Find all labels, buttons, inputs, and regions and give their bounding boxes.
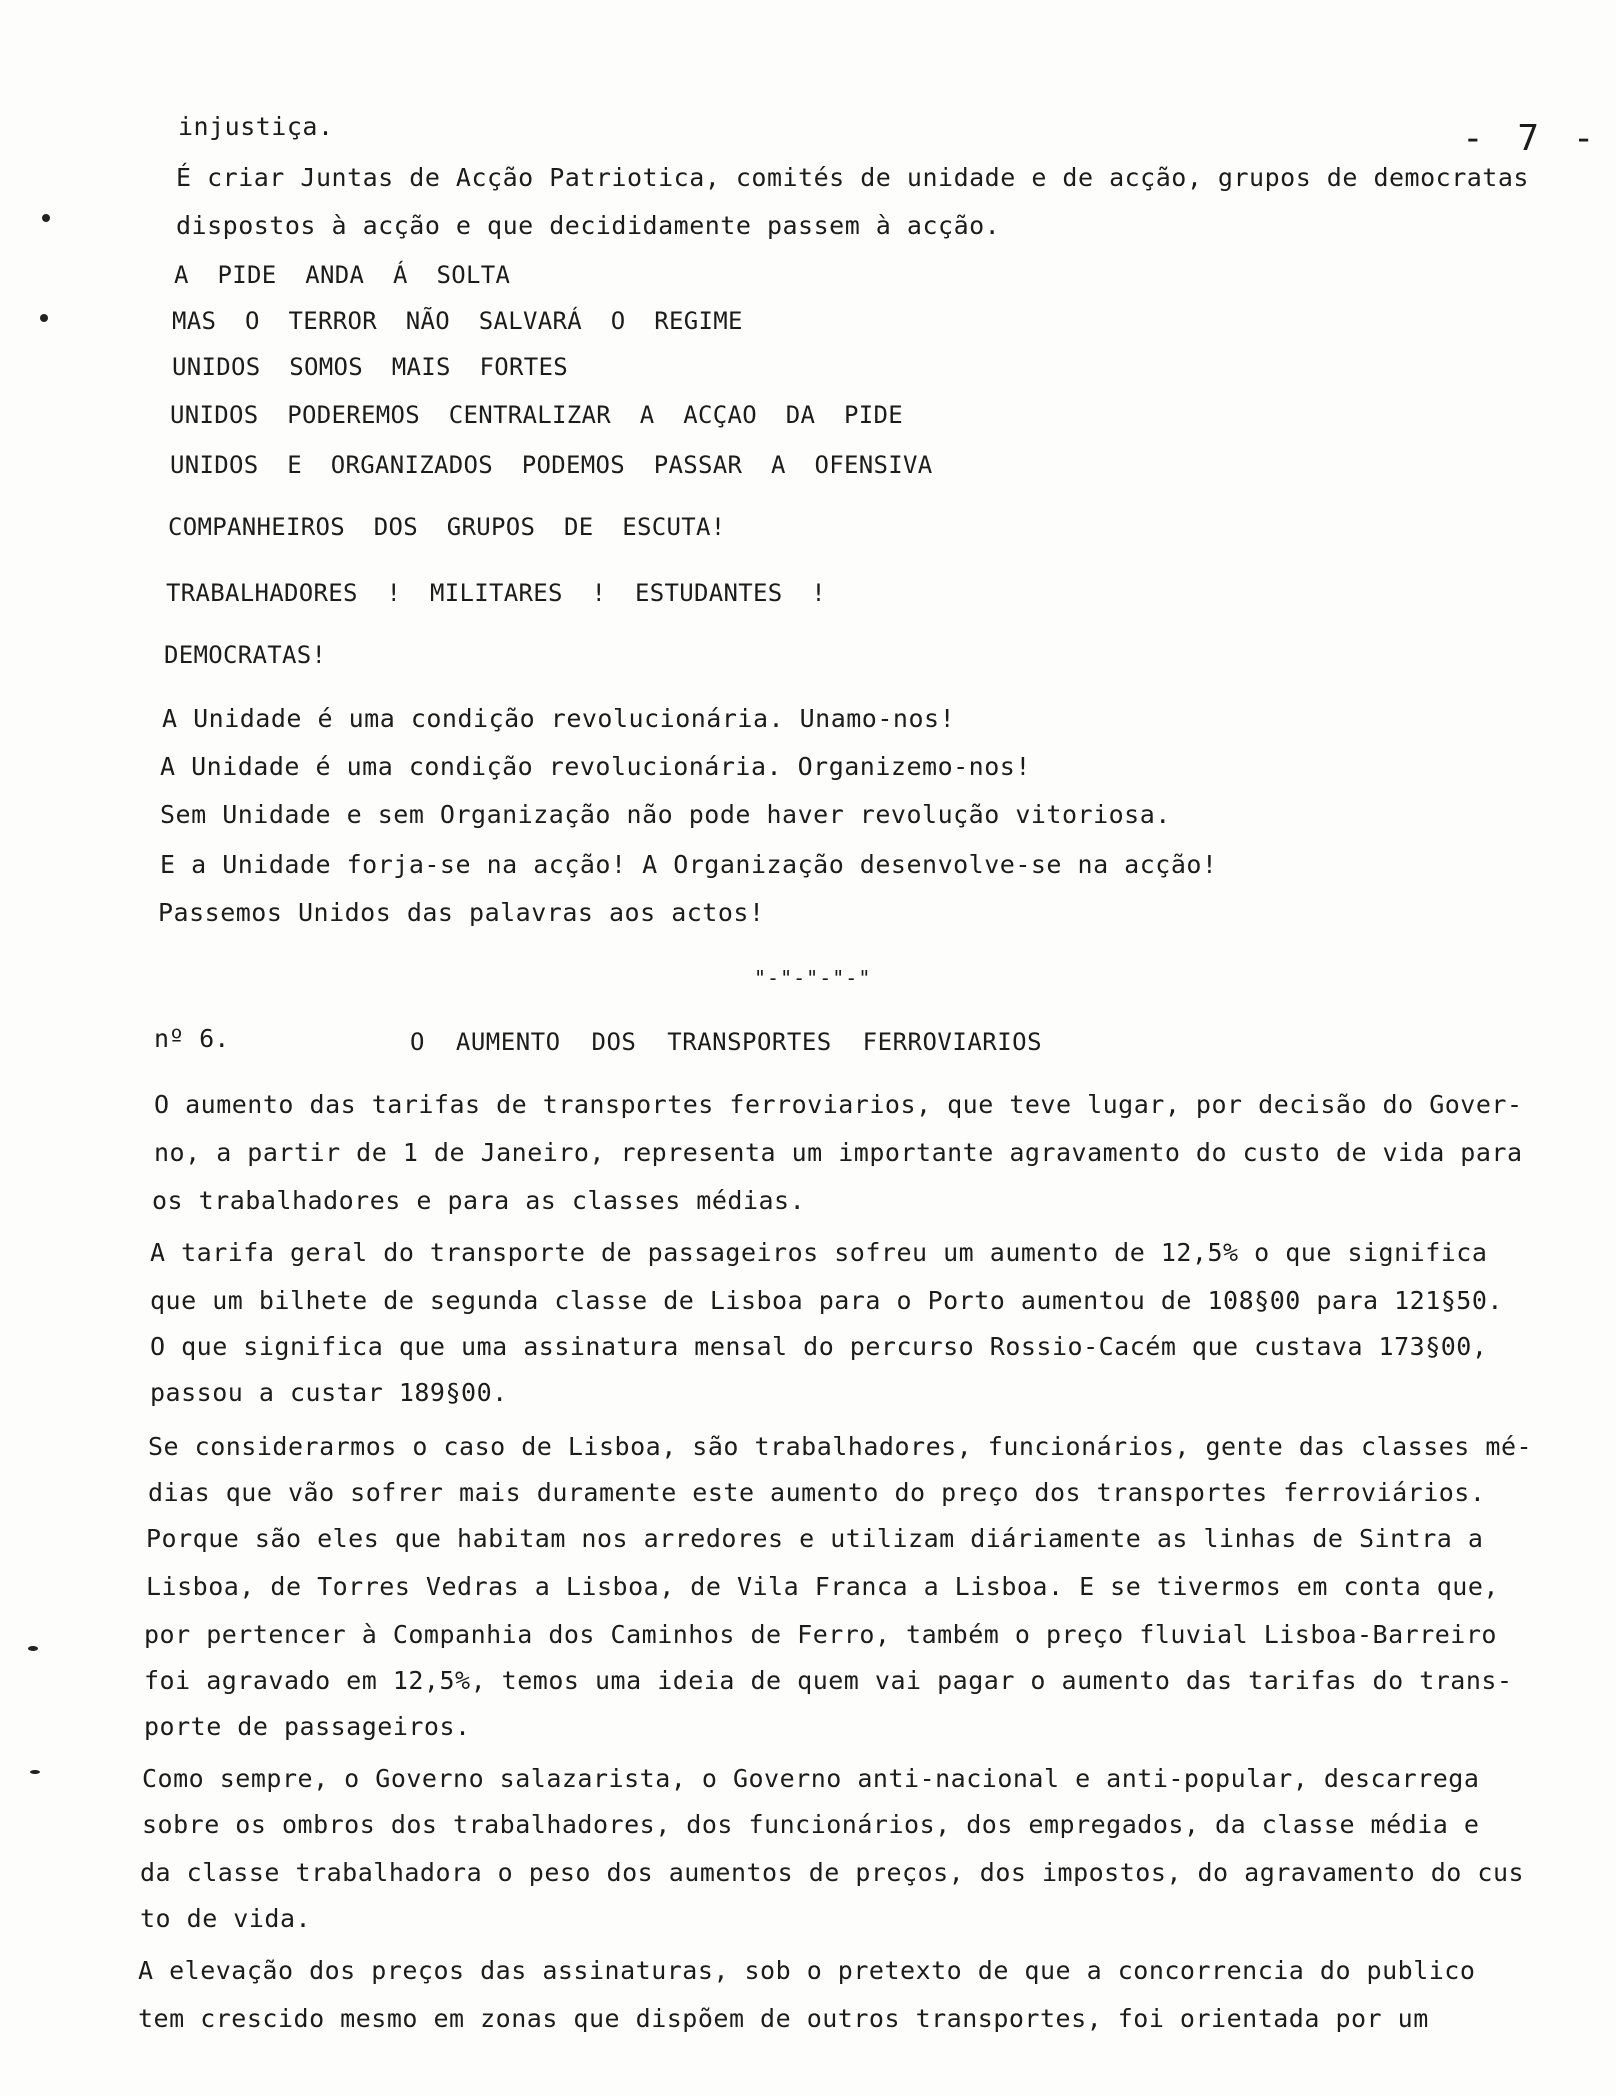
- article-line: que um bilhete de segunda classe de Lisboa para o Porto aumentou de 108§00 para 121§50.: [150, 1286, 1503, 1315]
- text-line: Sem Unidade e sem Organização não pode haver revolução vitoriosa.: [160, 800, 1171, 829]
- slogan-line: MAS O TERROR NÃO SALVARÁ O REGIME: [172, 307, 743, 335]
- scan-speck: [30, 1770, 40, 1774]
- article-line: dias que vão sofrer mais duramente este aumento do preço dos transportes ferroviários.: [148, 1478, 1486, 1507]
- article-line: Como sempre, o Governo salazarista, o Governo anti-nacional e anti-popular, descarrega: [142, 1764, 1480, 1793]
- article-title: O AUMENTO DOS TRANSPORTES FERROVIARIOS: [410, 1028, 1043, 1056]
- article-line: Lisboa, de Torres Vedras a Lisboa, de Vila Franca a Lisboa. E se tivermos em conta que,: [146, 1572, 1499, 1601]
- article-line: por pertencer à Companhia dos Caminhos de Ferro, também o preço fluvial Lisboa-Barreiro: [144, 1620, 1497, 1649]
- slogan-line: DEMOCRATAS!: [164, 641, 327, 669]
- article-line: O aumento das tarifas de transportes ferroviarios, que teve lugar, por decisão do Gover-: [154, 1090, 1523, 1119]
- text-line: E a Unidade forja-se na acção! A Organização desenvolve-se na acção!: [160, 850, 1218, 879]
- article-line: to de vida.: [140, 1904, 312, 1933]
- slogan-line: UNIDOS E ORGANIZADOS PODEMOS PASSAR A OFENSIVA: [170, 451, 933, 479]
- article-line: os trabalhadores e para as classes médias.: [152, 1186, 806, 1215]
- article-line: passou a custar 189§00.: [150, 1378, 508, 1407]
- article-line: Se considerarmos o caso de Lisboa, são trabalhadores, funcionários, gente das classes mé-: [148, 1432, 1533, 1461]
- article-line: A elevação dos preços das assinaturas, sob o pretexto de que a concorrencia do publico: [138, 1956, 1476, 1985]
- page-number: - 7 -: [1462, 118, 1601, 159]
- slogan-line: UNIDOS SOMOS MAIS FORTES: [172, 353, 568, 381]
- scan-speck: [40, 314, 48, 322]
- article-line: no, a partir de 1 de Janeiro, representa um importante agravamento do custo de vida para: [154, 1138, 1523, 1167]
- slogan-line: A PIDE ANDA Á SOLTA: [174, 261, 511, 289]
- text-line: A Unidade é uma condição revolucionária. Unamo-nos!: [162, 704, 956, 733]
- article-number: nº 6.: [154, 1024, 230, 1053]
- text-line: Passemos Unidos das palavras aos actos!: [158, 898, 765, 927]
- text-line: A Unidade é uma condição revolucionária. Organizemo-nos!: [160, 752, 1031, 781]
- scan-speck: [28, 1646, 38, 1651]
- scan-speck: [42, 214, 50, 222]
- article-line: tem crescido mesmo em zonas que dispõem de outros transportes, foi orientada por um: [138, 2004, 1429, 2033]
- article-line: Porque são eles que habitam nos arredores e utilizam diáriamente as linhas de Sintra a: [146, 1524, 1484, 1553]
- article-line: porte de passageiros.: [144, 1712, 471, 1741]
- section-separator: "-"-"-"-": [754, 966, 872, 990]
- article-line: da classe trabalhadora o peso dos aumentos de preços, dos impostos, do agravamento do cus: [140, 1858, 1525, 1887]
- text-line: injustiça.: [178, 112, 334, 141]
- text-line: dispostos à acção e que decididamente passem à acção.: [176, 211, 1001, 240]
- slogan-line: TRABALHADORES ! MILITARES ! ESTUDANTES !: [166, 579, 826, 607]
- article-line: A tarifa geral do transporte de passageiros sofreu um aumento de 12,5% o que significa: [150, 1238, 1488, 1267]
- article-line: O que significa que uma assinatura mensal do percurso Rossio-Cacém que custava 173§00,: [150, 1332, 1488, 1361]
- slogan-line: COMPANHEIROS DOS GRUPOS DE ESCUTA!: [168, 513, 726, 541]
- article-line: sobre os ombros dos trabalhadores, dos funcionários, dos empregados, da classe média e: [142, 1810, 1480, 1839]
- text-line: É criar Juntas de Acção Patriotica, comités de unidade e de acção, grupos de democratas: [176, 163, 1529, 192]
- slogan-line: UNIDOS PODEREMOS CENTRALIZAR A ACÇAO DA PIDE: [170, 401, 903, 429]
- article-line: foi agravado em 12,5%, temos uma ideia de quem vai pagar o aumento das tarifas do trans-: [144, 1666, 1513, 1695]
